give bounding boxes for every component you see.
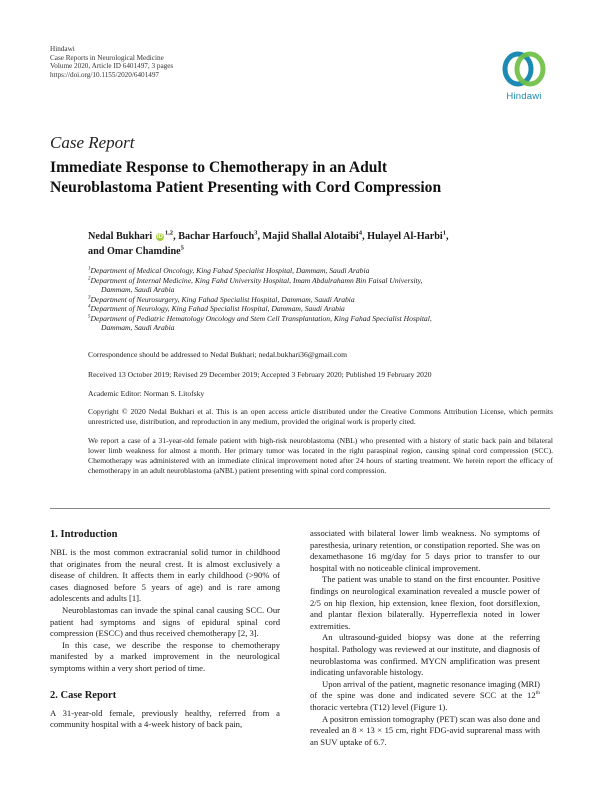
- abstract: We report a case of a 31-year-old female patient with high-risk neuroblastoma (NBL) who presented with a history of static back pain and bilateral lower limb weakness for almost a month. Her primary tumor was located in the right paraspinal region, causing spinal cord compression (SCC). Chemotherapy was administered with an immediate clinical improvement noted after 24 hours of starting treatment. We herein report the efficacy of chemotherapy in an adult neuroblastoma (aNBL) patient presenting with spinal cord compression.: [88, 436, 553, 475]
- right-column: [310, 528, 540, 748]
- right-paragraph-5: A positron emission tomography (PET) scan was also done and revealed an 8 × 13 × 15 cm, right FDG-avid suprarenal mass with an SUV uptake of 6.7.: [310, 713, 540, 747]
- author-list: Nedal Bukhari iD$^{1,2}$, Bachar Harfouch$^3$, Majid Shallal Alotaibi$^4$, Hulayel Al-Harbi$^1$, and Omar Chamdine$^5$: [88, 229, 449, 257]
- author-name[interactable]: Majid Shallal Alotaibi: [262, 231, 359, 242]
- volume-info: Volume 2020, Article ID 6401497, 3 pages: [50, 62, 174, 71]
- orcid-icon[interactable]: iD: [156, 234, 163, 240]
- affiliation-item: $^3$Department of Neurosurgery, King Fahad Specialist Hospital, Dammam, Saudi Arabia: [88, 294, 355, 304]
- academic-editor: Academic Editor: Norman S. Litofsky: [88, 389, 205, 398]
- doi-link[interactable]: https://doi.org/10.1155/2020/6401497: [50, 70, 160, 79]
- author-name[interactable]: and Omar Chamdine: [88, 245, 181, 257]
- logo-wordmark: Hindawi: [506, 91, 542, 102]
- author-name[interactable]: Nedal Bukhari: [88, 231, 153, 242]
- affiliation-item: $^1$Department of Medical Oncology, King Fahad Specialist Hospital, Dammam, Saudi Arabia: [88, 266, 370, 275]
- right-paragraph-3: An ultrasound-guided biopsy was done at the referring hospital. Pathology was reviewed at our institute, and diagnosis of neuroblastoma was confirmed. MYCN amplification was present indicating unfavorable histology.: [310, 632, 540, 678]
- author-affil-sup: 1,2: [164, 229, 174, 237]
- article-title: [50, 158, 560, 198]
- journal-metadata: [50, 45, 173, 79]
- affiliation-item: $^4$Department of Neurology, King Fahad Specialist Hospital, Dammam, Saudi Arabia: [88, 304, 345, 313]
- right-paragraph-4: Upon arrival of the patient, magnetic resonance imaging (MRI) of the spine was done and indicated severe SCC at the 12th thoracic vertebra (T12) level (Figure 1).: [310, 678, 540, 712]
- article-dates: Received 13 October 2019; Revised 29 December 2019; Accepted 3 February 2020; Published 19 February 2020: [88, 370, 432, 379]
- author-affil-sup: 1: [442, 229, 447, 237]
- section-divider: [50, 508, 550, 509]
- affiliation-item: $^2$Department of Internal Medicine, King Fahd University Hospital, Imam Abdulrahamn Bin Faisal University, Dammam, Saudi Arabia: [88, 275, 423, 294]
- right-paragraph-1: associated with bilateral lower limb weakness. No symptoms of paresthesia, urinary retention, or constipation reported. She was on dexamethasone 16 mg/day for 5 days prior to transfer to our hospital with no noticeable clinical improvement.: [310, 528, 540, 573]
- article-type-label: Case Report: [50, 133, 135, 152]
- author-name[interactable]: Bachar Harfouch: [178, 231, 255, 242]
- author-affil-sup: 3: [254, 229, 258, 237]
- intro-paragraph-3: In this case, we describe the response to chemotherapy manifested by a marked improvement in the neurological symptoms within a very short period of time.: [50, 639, 280, 673]
- title-line-1: Immediate Response to Chemotherapy in an Adult: [50, 159, 388, 176]
- publisher-name: Hindawi: [50, 45, 75, 53]
- affiliation-item: $^5$Department of Pediatric Hematology Oncology and Stem Cell Transplantation, King Fahad Specialist Hospital, Dammam, Saudi Arabia: [88, 313, 432, 332]
- left-column: [50, 528, 280, 731]
- author-affil-sup: 4: [358, 229, 363, 237]
- introduction-heading: 1. Introduction: [50, 529, 118, 540]
- right-paragraph-2: The patient was unable to stand on the first encounter. Positive findings on neurological examination revealed a muscle power of 2/5 on hip flexion, hip extension, knee flexion, foot dorsiflexion, and plantar flexion bilaterally. Hyperreflexia noted in lower extremities.: [310, 574, 540, 631]
- affiliations: [88, 266, 548, 333]
- case-paragraph-1: A 31-year-old female, previously healthy, referred from a community hospital with a 4-week history of back pain,: [50, 707, 280, 730]
- intro-paragraph-1: NBL is the most common extracranial solid tumor in childhood that originates from the neural crest. It is almost exclusively a disease of children. It affects them in early childhood (>90% of cases diagnosed before 5 years of age) and is rare among adolescents and adults [1].: [50, 547, 280, 604]
- author-affil-sup: 5: [180, 244, 184, 252]
- author-name[interactable]: Hulayel Al-Harbi: [367, 231, 443, 242]
- journal-name: Case Reports in Neurological Medicine: [50, 53, 164, 62]
- copyright-notice: Copyright © 2020 Nedal Bukhari et al. This is an open access article distributed under the Creative Commons Attribution License, which permits unrestricted use, distribution, and reproduction in any medium, provided the original work is properly cited.: [88, 407, 553, 426]
- case-report-heading: 2. Case Report: [50, 689, 117, 701]
- title-line-2: Neuroblastoma Patient Presenting with Cord Compression: [50, 179, 442, 196]
- correspondence: Correspondence should be addressed to Nedal Bukhari; nedal.bukhari36@gmail.com: [88, 350, 347, 359]
- intro-paragraph-2: Neuroblastomas can invade the spinal canal causing SCC. Our patient had symptoms and signs of epidural spinal cord compression (ESCC) and thus received chemotherapy [2, 3].: [50, 604, 280, 639]
